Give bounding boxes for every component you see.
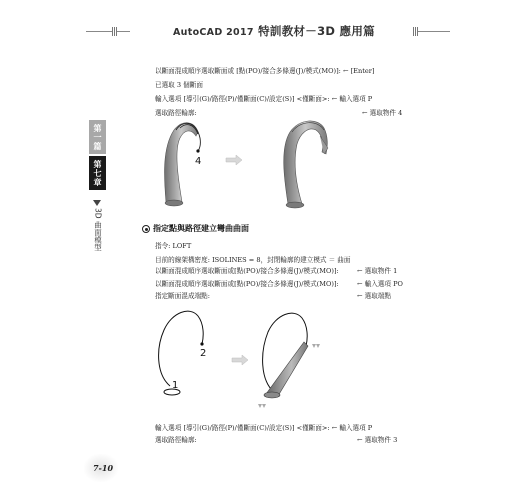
block2-line-3: 以斷面混成順序選取斷面或[點(PO)/接合多條邊(J)/模式(MO)]:	[155, 267, 339, 275]
fig1-label-4: 4	[195, 156, 202, 167]
grip-arrow-icon	[262, 404, 266, 408]
header-title	[136, 22, 412, 40]
block1-line-1: 以斷面混成順序選取斷面或 [點(PO)/接合多條邊(J)/模式(MO)]: ← [Enter]	[155, 67, 375, 75]
block1-line-2: 已選取 3 個斷面	[155, 81, 203, 89]
header-subtitle: 特訓教材－3D 應用篇	[258, 24, 375, 38]
block2-line-4: 以斷面混成順序選取斷面或[點(PO)/接合多條邊(J)/模式(MO)]:	[155, 280, 339, 288]
grip-arrow-icon	[316, 344, 320, 348]
grip-arrow-icon	[258, 404, 262, 408]
section-title: 指定點與路徑建立彎曲曲面	[153, 224, 249, 233]
block3-line-2: 選取路徑輪廓:	[155, 436, 197, 444]
fig2-label-1: 1	[172, 380, 179, 391]
sidebar-chapter: 第七章	[89, 156, 106, 190]
header-rule-left	[86, 31, 130, 32]
header-ornament-left	[112, 27, 117, 36]
sidebar-arrow-icon	[93, 200, 101, 206]
path-curve-before	[159, 311, 207, 395]
hook-before	[164, 123, 201, 206]
block2-line-2: 目前的線架構密度: ISOLINES = 8，封閉輪廓的建立模式 ＝ 曲面	[155, 256, 351, 264]
sidebar-topic: 3D 曲面模型	[93, 208, 103, 251]
grip-arrow-icon	[312, 344, 316, 348]
block2-note-1: ← 選取物件 1	[357, 267, 398, 275]
block3-note-1: ← 選取物件 3	[357, 436, 398, 444]
sidebar-part: 第一篇	[89, 120, 106, 154]
path-endpoint-marker	[196, 149, 199, 152]
block2-line-1: 指令: LOFT	[155, 242, 192, 250]
header-book: AutoCAD 2017	[173, 27, 254, 38]
block1-note-1: ← 選取物件 4	[362, 109, 403, 117]
transform-arrow-icon	[226, 155, 242, 165]
page-number: 7-10	[92, 463, 114, 473]
block1-line-3: 輸入選項 [導引(G)/路徑(P)/僅斷面(C)/設定(S)] <僅斷面>: ← 輸入選項 P	[155, 95, 373, 103]
fig2-label-2: 2	[200, 348, 207, 359]
block3-line-1: 輸入選項 [導引(G)/路徑(P)/僅斷面(C)/設定(S)] <僅斷面>: ← 輸入選項 P	[155, 424, 373, 432]
figure-2	[150, 304, 350, 412]
block2-line-5: 指定斷面混成端點:	[155, 292, 210, 300]
block2-note-2: ← 輸入選項 PO	[357, 280, 403, 288]
transform-arrow-icon	[232, 355, 248, 365]
path-endpoint-marker	[200, 342, 203, 345]
block1-line-4: 選取路徑輪廓:	[155, 109, 197, 117]
section-bullet-icon	[142, 225, 150, 233]
path-curve-after	[258, 313, 320, 408]
figure-1	[160, 118, 360, 210]
lofted-cone	[266, 342, 308, 396]
block2-note-3: ← 選取端點	[357, 292, 391, 300]
hook-after	[284, 121, 328, 208]
header-rule-right	[418, 31, 450, 32]
